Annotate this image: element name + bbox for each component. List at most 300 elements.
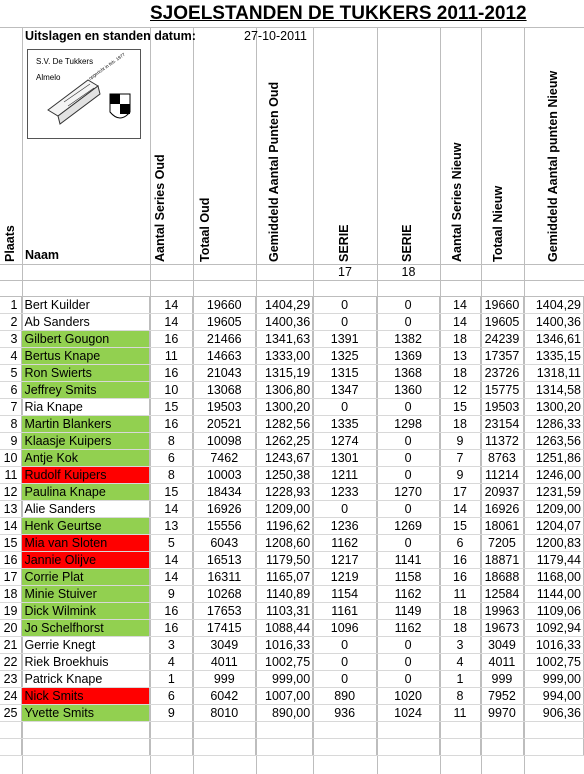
empty-cell [193,739,256,756]
cell-totaal-nieuw: 9970 [480,705,523,722]
empty-row [0,739,584,756]
cell-naam: Gerrie Knegt [22,637,150,654]
empty-cell [256,722,313,739]
cell-gemiddeld-nieuw: 994,00 [523,688,583,705]
cell-gemiddeld-oud: 1262,25 [256,433,313,450]
header-aantal-series-oud: Aantal Series Oud [153,154,167,262]
cell-totaal-nieuw: 17357 [480,348,523,365]
cell-gemiddeld-oud: 1196,62 [256,518,313,535]
cell-series-nieuw: 12 [440,382,481,399]
cell-series-nieuw: 18 [440,365,481,382]
cell-plaats: 1 [0,297,22,314]
cell-serie-17: 0 [313,297,377,314]
empty-cell [440,722,481,739]
cell-series-oud: 16 [150,365,193,382]
cell-gemiddeld-oud: 1300,20 [256,399,313,416]
cell-totaal-nieuw: 7205 [480,535,523,552]
cell-totaal-nieuw: 16926 [480,501,523,518]
cell-series-oud: 16 [150,331,193,348]
cell-totaal-oud: 10268 [193,586,256,603]
cell-naam: Ria Knape [22,399,150,416]
cell-serie-18: 1149 [377,603,440,620]
serie-18-number: 18 [401,265,416,279]
date-label: Uitslagen en standen datum: [25,29,196,43]
empty-cell [480,722,523,739]
cell-gemiddeld-oud: 1088,44 [256,620,313,637]
cell-serie-17: 1154 [313,586,377,603]
header-naam: Naam [25,248,60,262]
empty-cell [150,722,193,739]
cell-naam: Paulina Knape [22,484,150,501]
table-row [0,569,584,586]
cell-series-nieuw: 8 [440,688,481,705]
cell-series-oud: 1 [150,671,193,688]
cell-gemiddeld-oud: 1400,36 [256,314,313,331]
cell-serie-17: 1274 [313,433,377,450]
cell-serie-18: 0 [377,450,440,467]
cell-totaal-nieuw: 12584 [480,586,523,603]
cell-series-nieuw: 7 [440,450,481,467]
cell-totaal-nieuw: 19660 [480,297,523,314]
cell-series-nieuw: 14 [440,501,481,518]
table-row [0,501,584,518]
cell-totaal-nieuw: 3049 [480,637,523,654]
cell-serie-17: 1161 [313,603,377,620]
cell-totaal-oud: 20521 [193,416,256,433]
cell-gemiddeld-oud: 1209,00 [256,501,313,518]
header-gemiddeld-oud: Gemiddeld Aantal Punten Oud [267,81,281,262]
cell-plaats: 17 [0,569,22,586]
cell-totaal-oud: 6043 [193,535,256,552]
logo-founded: opgericht in feb. 1977 [87,51,127,81]
cell-series-oud: 10 [150,382,193,399]
empty-cell [313,722,377,739]
cell-series-nieuw: 11 [440,586,481,603]
cell-serie-18: 0 [377,467,440,484]
cell-plaats: 5 [0,365,22,382]
cell-gemiddeld-oud: 1002,75 [256,654,313,671]
cell-totaal-nieuw: 18871 [480,552,523,569]
cell-plaats: 21 [0,637,22,654]
empty-cell [22,739,150,756]
cell-totaal-oud: 19660 [193,297,256,314]
serie-17-number: 17 [338,265,352,279]
cell-naam: Jannie Olijve [22,552,150,569]
cell-serie-17: 1347 [313,382,377,399]
cell-naam: Gilbert Gougon [22,331,150,348]
empty-cell [377,722,440,739]
cell-series-oud: 16 [150,603,193,620]
cell-naam: Bertus Knape [22,348,150,365]
cell-totaal-oud: 17653 [193,603,256,620]
cell-serie-17: 1096 [313,620,377,637]
cell-totaal-oud: 6042 [193,688,256,705]
cell-series-nieuw: 16 [440,569,481,586]
cell-totaal-oud: 10003 [193,467,256,484]
cell-serie-18: 0 [377,501,440,518]
cell-naam: Bert Kuilder [22,297,150,314]
cell-totaal-oud: 10098 [193,433,256,450]
cell-serie-18: 0 [377,297,440,314]
cell-plaats: 16 [0,552,22,569]
cell-serie-18: 1158 [377,569,440,586]
logo-club-name: S.V. De Tukkers [36,57,94,66]
cell-totaal-nieuw: 19673 [480,620,523,637]
cell-series-nieuw: 16 [440,552,481,569]
grid-line [0,27,584,28]
table-row [0,416,584,433]
cell-totaal-oud: 16926 [193,501,256,518]
cell-gemiddeld-nieuw: 1246,00 [523,467,583,484]
cell-serie-17: 1162 [313,535,377,552]
cell-plaats: 18 [0,586,22,603]
club-logo [27,49,141,139]
cell-gemiddeld-nieuw: 1318,11 [523,365,583,382]
cell-series-oud: 13 [150,518,193,535]
cell-naam: Mia van Sloten [22,535,150,552]
table-row [0,450,584,467]
cell-gemiddeld-nieuw: 1335,15 [523,348,583,365]
shield-icon [110,94,130,118]
cell-gemiddeld-oud: 1179,50 [256,552,313,569]
cell-plaats: 22 [0,654,22,671]
cell-series-oud: 3 [150,637,193,654]
cell-gemiddeld-oud: 1404,29 [256,297,313,314]
cell-totaal-nieuw: 23726 [480,365,523,382]
table-row [0,365,584,382]
cell-naam: Yvette Smits [22,705,150,722]
cell-naam: Klaasje Kuipers [22,433,150,450]
cell-gemiddeld-nieuw: 1204,07 [523,518,583,535]
cell-totaal-nieuw: 18061 [480,518,523,535]
empty-cell [0,739,22,756]
cell-plaats: 13 [0,501,22,518]
cell-totaal-oud: 21466 [193,331,256,348]
cell-plaats: 3 [0,331,22,348]
cell-naam: Ab Sanders [22,314,150,331]
cell-series-oud: 14 [150,552,193,569]
cell-series-nieuw: 17 [440,484,481,501]
cell-plaats: 20 [0,620,22,637]
header-totaal-oud: Totaal Oud [198,197,212,262]
empty-cell [523,739,583,756]
cell-gemiddeld-nieuw: 1200,83 [523,535,583,552]
cell-serie-17: 0 [313,637,377,654]
cell-serie-17: 0 [313,671,377,688]
cell-series-nieuw: 14 [440,297,481,314]
cell-gemiddeld-nieuw: 1400,36 [523,314,583,331]
cell-serie-17: 1301 [313,450,377,467]
cell-series-oud: 11 [150,348,193,365]
cell-serie-17: 890 [313,688,377,705]
empty-cell [440,739,481,756]
header-serie-18: SERIE [400,224,414,262]
cell-serie-18: 0 [377,671,440,688]
header-aantal-series-nieuw: Aantal Series Nieuw [450,142,464,262]
cell-totaal-oud: 13068 [193,382,256,399]
cell-gemiddeld-nieuw: 1209,00 [523,501,583,518]
cell-serie-18: 0 [377,314,440,331]
table-row [0,348,584,365]
cell-gemiddeld-nieuw: 1002,75 [523,654,583,671]
cell-naam: Antje Kok [22,450,150,467]
cell-series-nieuw: 13 [440,348,481,365]
cell-totaal-nieuw: 4011 [480,654,523,671]
cell-serie-17: 1233 [313,484,377,501]
cell-serie-18: 1162 [377,620,440,637]
empty-cell [193,722,256,739]
cell-series-oud: 15 [150,399,193,416]
cell-gemiddeld-nieuw: 1314,58 [523,382,583,399]
empty-cell [22,722,150,739]
cell-serie-17: 1391 [313,331,377,348]
cell-gemiddeld-oud: 1007,00 [256,688,313,705]
cell-totaal-oud: 15556 [193,518,256,535]
cell-serie-17: 0 [313,314,377,331]
table-row [0,671,584,688]
empty-row [0,722,584,739]
date-value: 27-10-2011 [244,29,308,43]
cell-gemiddeld-nieuw: 1286,33 [523,416,583,433]
page-title: SJOELSTANDEN DE TUKKERS 2011-2012 [150,3,527,24]
table-row [0,552,584,569]
table-row [0,603,584,620]
cell-plaats: 25 [0,705,22,722]
cell-totaal-oud: 18434 [193,484,256,501]
cell-serie-18: 0 [377,654,440,671]
cell-series-oud: 9 [150,586,193,603]
cell-serie-18: 1024 [377,705,440,722]
cell-naam: Jo Schelfhorst [22,620,150,637]
grid-line [0,264,584,265]
cell-serie-17: 936 [313,705,377,722]
cell-naam: Corrie Plat [22,569,150,586]
cell-gemiddeld-nieuw: 1404,29 [523,297,583,314]
cell-naam: Rudolf Kuipers [22,467,150,484]
cell-plaats: 15 [0,535,22,552]
cell-series-nieuw: 3 [440,637,481,654]
empty-cell [480,739,523,756]
cell-totaal-oud: 3049 [193,637,256,654]
cell-naam: Riek Broekhuis [22,654,150,671]
cell-series-nieuw: 1 [440,671,481,688]
cell-serie-18: 0 [377,399,440,416]
cell-series-oud: 14 [150,314,193,331]
cell-gemiddeld-nieuw: 1144,00 [523,586,583,603]
cell-series-nieuw: 6 [440,535,481,552]
cell-gemiddeld-nieuw: 1346,61 [523,331,583,348]
cell-totaal-nieuw: 8763 [480,450,523,467]
cell-serie-18: 1298 [377,416,440,433]
cell-gemiddeld-oud: 1165,07 [256,569,313,586]
table-row [0,688,584,705]
grid-line [0,280,584,281]
cell-serie-17: 0 [313,654,377,671]
cell-serie-18: 0 [377,535,440,552]
cell-naam: Nick Smits [22,688,150,705]
cell-totaal-nieuw: 23154 [480,416,523,433]
cell-gemiddeld-oud: 1306,80 [256,382,313,399]
cell-gemiddeld-oud: 890,00 [256,705,313,722]
empty-cell [523,722,583,739]
cell-gemiddeld-oud: 1140,89 [256,586,313,603]
cell-plaats: 2 [0,314,22,331]
header-gemiddeld-nieuw: Gemiddeld Aantal punten Nieuw [546,70,560,262]
cell-totaal-nieuw: 20937 [480,484,523,501]
header-serie-17: SERIE [337,224,351,262]
cell-serie-17: 1335 [313,416,377,433]
cell-serie-17: 1325 [313,348,377,365]
cell-series-nieuw: 18 [440,620,481,637]
cell-gemiddeld-nieuw: 999,00 [523,671,583,688]
cell-plaats: 11 [0,467,22,484]
cell-gemiddeld-nieuw: 906,36 [523,705,583,722]
cell-series-nieuw: 18 [440,331,481,348]
table-row [0,331,584,348]
cell-gemiddeld-nieuw: 1300,20 [523,399,583,416]
cell-series-oud: 14 [150,569,193,586]
table-row [0,297,584,314]
cell-plaats: 23 [0,671,22,688]
cell-totaal-oud: 7462 [193,450,256,467]
header-totaal-nieuw: Totaal Nieuw [491,185,505,262]
cell-serie-18: 1020 [377,688,440,705]
cell-totaal-oud: 16311 [193,569,256,586]
cell-totaal-oud: 19503 [193,399,256,416]
cell-naam: Patrick Knape [22,671,150,688]
cell-serie-18: 1369 [377,348,440,365]
table-row [0,433,584,450]
logo-city: Almelo [36,73,61,82]
cell-series-oud: 16 [150,416,193,433]
cell-totaal-nieuw: 11214 [480,467,523,484]
empty-cell [256,739,313,756]
table-row [0,518,584,535]
cell-totaal-nieuw: 11372 [480,433,523,450]
cell-serie-18: 1141 [377,552,440,569]
cell-totaal-nieuw: 19963 [480,603,523,620]
cell-gemiddeld-oud: 1315,19 [256,365,313,382]
cell-naam: Jeffrey Smits [22,382,150,399]
cell-series-nieuw: 15 [440,518,481,535]
cell-gemiddeld-nieuw: 1109,06 [523,603,583,620]
cell-gemiddeld-oud: 1333,00 [256,348,313,365]
cell-serie-17: 1236 [313,518,377,535]
cell-series-oud: 8 [150,433,193,450]
cell-gemiddeld-nieuw: 1168,00 [523,569,583,586]
cell-gemiddeld-nieuw: 1263,56 [523,433,583,450]
cell-series-nieuw: 9 [440,467,481,484]
cell-gemiddeld-nieuw: 1251,86 [523,450,583,467]
cell-series-nieuw: 4 [440,654,481,671]
table-row [0,535,584,552]
cell-serie-18: 1162 [377,586,440,603]
table-row [0,620,584,637]
cell-plaats: 6 [0,382,22,399]
cell-serie-18: 1269 [377,518,440,535]
cell-series-oud: 8 [150,467,193,484]
cell-totaal-oud: 8010 [193,705,256,722]
cell-naam: Dick Wilmink [22,603,150,620]
table-row [0,654,584,671]
table-row [0,382,584,399]
cell-series-oud: 14 [150,297,193,314]
cell-gemiddeld-oud: 1103,31 [256,603,313,620]
cell-serie-18: 0 [377,433,440,450]
cell-totaal-nieuw: 999 [480,671,523,688]
cell-plaats: 12 [0,484,22,501]
cell-plaats: 9 [0,433,22,450]
cell-series-nieuw: 9 [440,433,481,450]
table-row [0,484,584,501]
cell-serie-17: 0 [313,399,377,416]
cell-series-nieuw: 15 [440,399,481,416]
cell-serie-17: 1315 [313,365,377,382]
cell-serie-17: 0 [313,501,377,518]
cell-gemiddeld-nieuw: 1092,94 [523,620,583,637]
cell-gemiddeld-oud: 1016,33 [256,637,313,654]
cell-serie-17: 1217 [313,552,377,569]
cell-plaats: 8 [0,416,22,433]
cell-series-oud: 9 [150,705,193,722]
cell-series-oud: 14 [150,501,193,518]
cell-gemiddeld-oud: 1243,67 [256,450,313,467]
cell-serie-18: 1360 [377,382,440,399]
empty-cell [377,739,440,756]
cell-totaal-oud: 19605 [193,314,256,331]
cell-plaats: 19 [0,603,22,620]
cell-totaal-nieuw: 19503 [480,399,523,416]
cell-serie-18: 1382 [377,331,440,348]
cell-gemiddeld-oud: 1228,93 [256,484,313,501]
cell-totaal-nieuw: 18688 [480,569,523,586]
standings-table [0,297,584,756]
cell-naam: Martin Blankers [22,416,150,433]
cell-plaats: 24 [0,688,22,705]
table-row [0,586,584,603]
header-plaats: Plaats [3,225,17,262]
cell-totaal-oud: 17415 [193,620,256,637]
cell-serie-18: 1270 [377,484,440,501]
cell-serie-17: 1219 [313,569,377,586]
cell-series-oud: 6 [150,688,193,705]
cell-gemiddeld-nieuw: 1231,59 [523,484,583,501]
cell-totaal-oud: 14663 [193,348,256,365]
cell-series-nieuw: 14 [440,314,481,331]
cell-series-oud: 6 [150,450,193,467]
cell-series-nieuw: 18 [440,603,481,620]
cell-totaal-oud: 4011 [193,654,256,671]
cell-plaats: 7 [0,399,22,416]
cell-totaal-nieuw: 7952 [480,688,523,705]
cell-totaal-nieuw: 19605 [480,314,523,331]
cell-plaats: 14 [0,518,22,535]
cell-series-oud: 4 [150,654,193,671]
cell-totaal-oud: 16513 [193,552,256,569]
cell-totaal-nieuw: 15775 [480,382,523,399]
cell-gemiddeld-oud: 1341,63 [256,331,313,348]
cell-serie-18: 1368 [377,365,440,382]
table-row [0,399,584,416]
table-row [0,705,584,722]
empty-cell [0,722,22,739]
cell-series-oud: 16 [150,620,193,637]
cell-gemiddeld-oud: 1282,56 [256,416,313,433]
cell-series-nieuw: 18 [440,416,481,433]
cell-serie-18: 0 [377,637,440,654]
cell-series-oud: 5 [150,535,193,552]
cell-naam: Alie Sanders [22,501,150,518]
